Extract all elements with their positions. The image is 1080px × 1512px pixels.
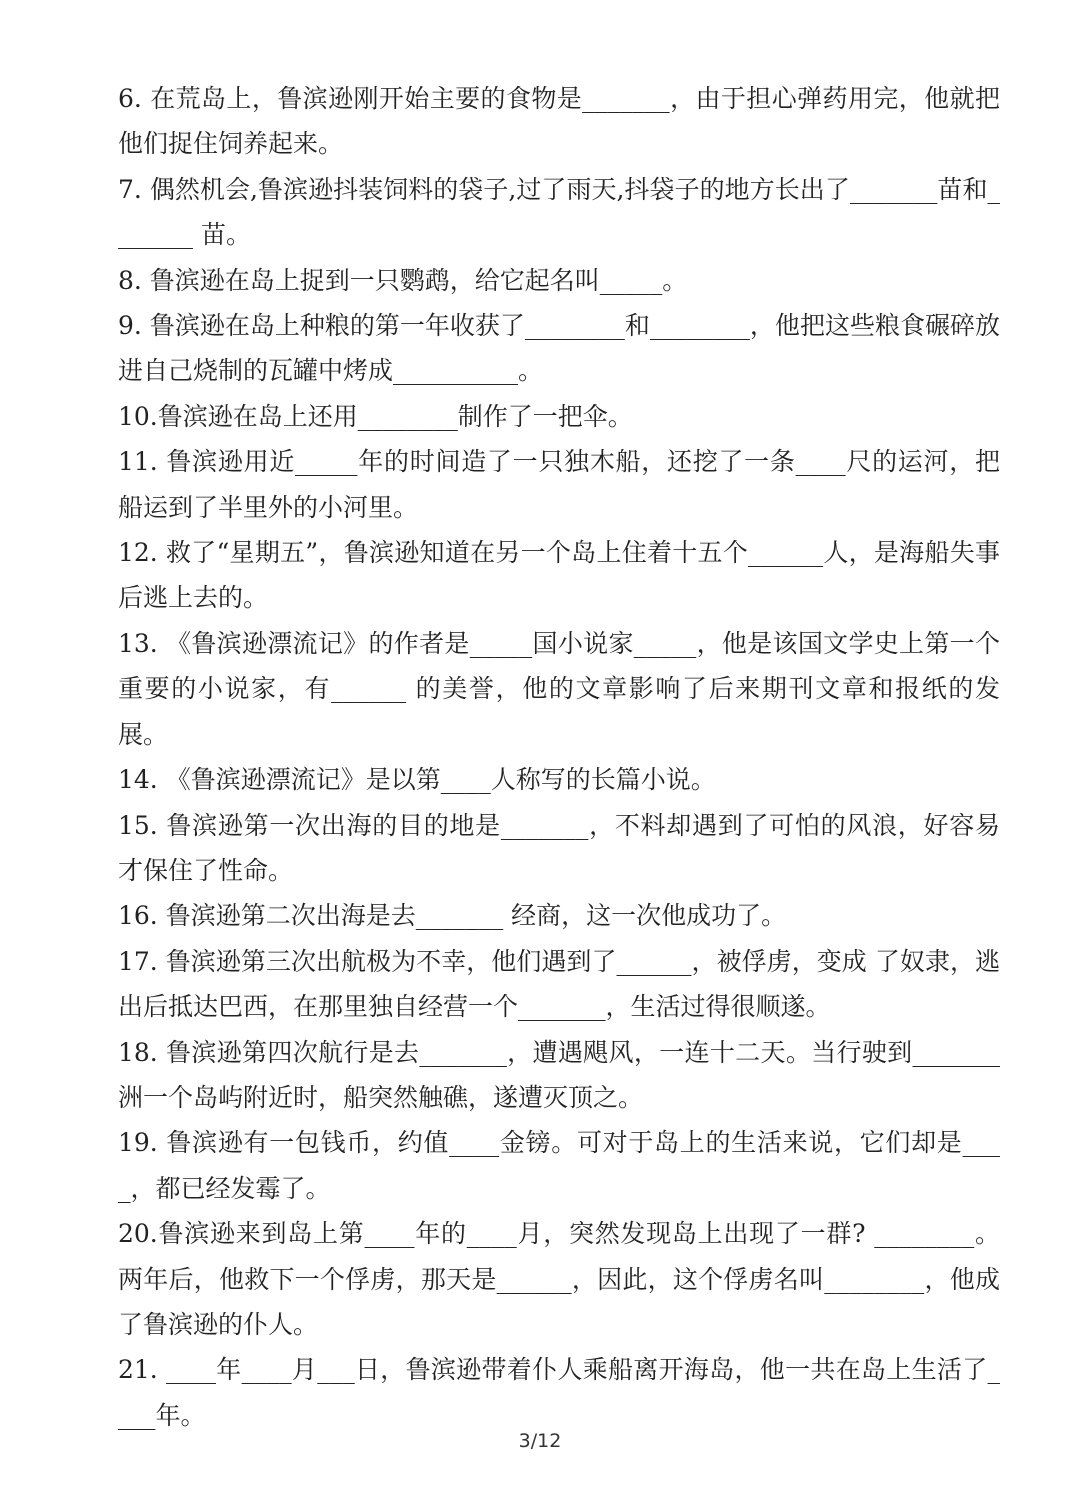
question-list <box>118 76 1000 1438</box>
question-16: 16. 鲁滨逊第二次出海是去_______ 经商，这一次他成功了。 <box>118 901 787 931</box>
question-21: 21. ____年____月___日，鲁滨逊带着仆人乘船离开海岛，他一共在岛上生活了____年。 <box>118 1355 1000 1430</box>
question-10: 10.鲁滨逊在岛上还用________制作了一把伞。 <box>118 401 633 431</box>
question-15: 15. 鲁滨逊第一次出海的目的地是_______，不料却遇到了可怕的风浪，好容易才保住了性命。 <box>118 810 1000 885</box>
question-7: 7. 偶然机会,鲁滨逊抖装饲料的袋子,过了雨天,抖袋子的地方长出了_______苗和_______ 苗。 <box>118 174 1000 250</box>
question-19: 19. 鲁滨逊有一包钱币，约值____金镑。可对于岛上的生活来说，它们却是____，都已经发霉了。 <box>118 1128 1000 1203</box>
question-8: 8. 鲁滨逊在岛上捉到一只鹦鹉，给它起名叫_____。 <box>118 265 688 295</box>
question-17: 17. 鲁滨逊第三次出航极为不幸，他们遇到了______，被俘虏，变成 了奴隶，逃出后抵达巴西，在那里独自经营一个_______，生活过得很顺遂。 <box>118 946 1000 1022</box>
question-9: 9. 鲁滨逊在岛上种粮的第一年收获了________和________，他把这些粮食碾碎放进自己烧制的瓦罐中烤成__________。 <box>118 311 1000 386</box>
question-12: 12. 救了“星期五”，鲁滨逊知道在另一个岛上住着十五个______人，是海船失事后逃上去的。 <box>118 538 1000 613</box>
question-14: 14. 《鲁滨逊漂流记》是以第____人称写的长篇小说。 <box>118 765 716 795</box>
question-6: 6. 在荒岛上，鲁滨逊刚开始主要的食物是_______，由于担心弹药用完，他就把他们捉住饲养起来。 <box>118 84 1000 159</box>
question-11: 11. 鲁滨逊用近_____年的时间造了一只独木船，还挖了一条____尺的运河，把船运到了半里外的小河里。 <box>118 447 1000 522</box>
question-13: 13. 《鲁滨逊漂流记》的作者是_____国小说家_____，他是该国文学史上第一个重要的小说家，有______ 的美誉，他的文章影响了后来期刊文章和报纸的发展。 <box>118 628 1000 749</box>
question-20: 20.鲁滨逊来到岛上第____年的____月，突然发现岛上出现了一群? ________。两年后，他救下一个俘虏，那天是______，因此，这个俘虏名叫________，他成了鲁滨逊的仆人。 <box>118 1219 1000 1339</box>
question-18: 18. 鲁滨逊第四次航行是去_______，遭遇飓风，一连十二天。当行驶到_______洲一个岛屿附近时，船突然触礁，遂遭灭顶之。 <box>118 1037 1000 1112</box>
page-number: 3/12 <box>518 1430 562 1452</box>
